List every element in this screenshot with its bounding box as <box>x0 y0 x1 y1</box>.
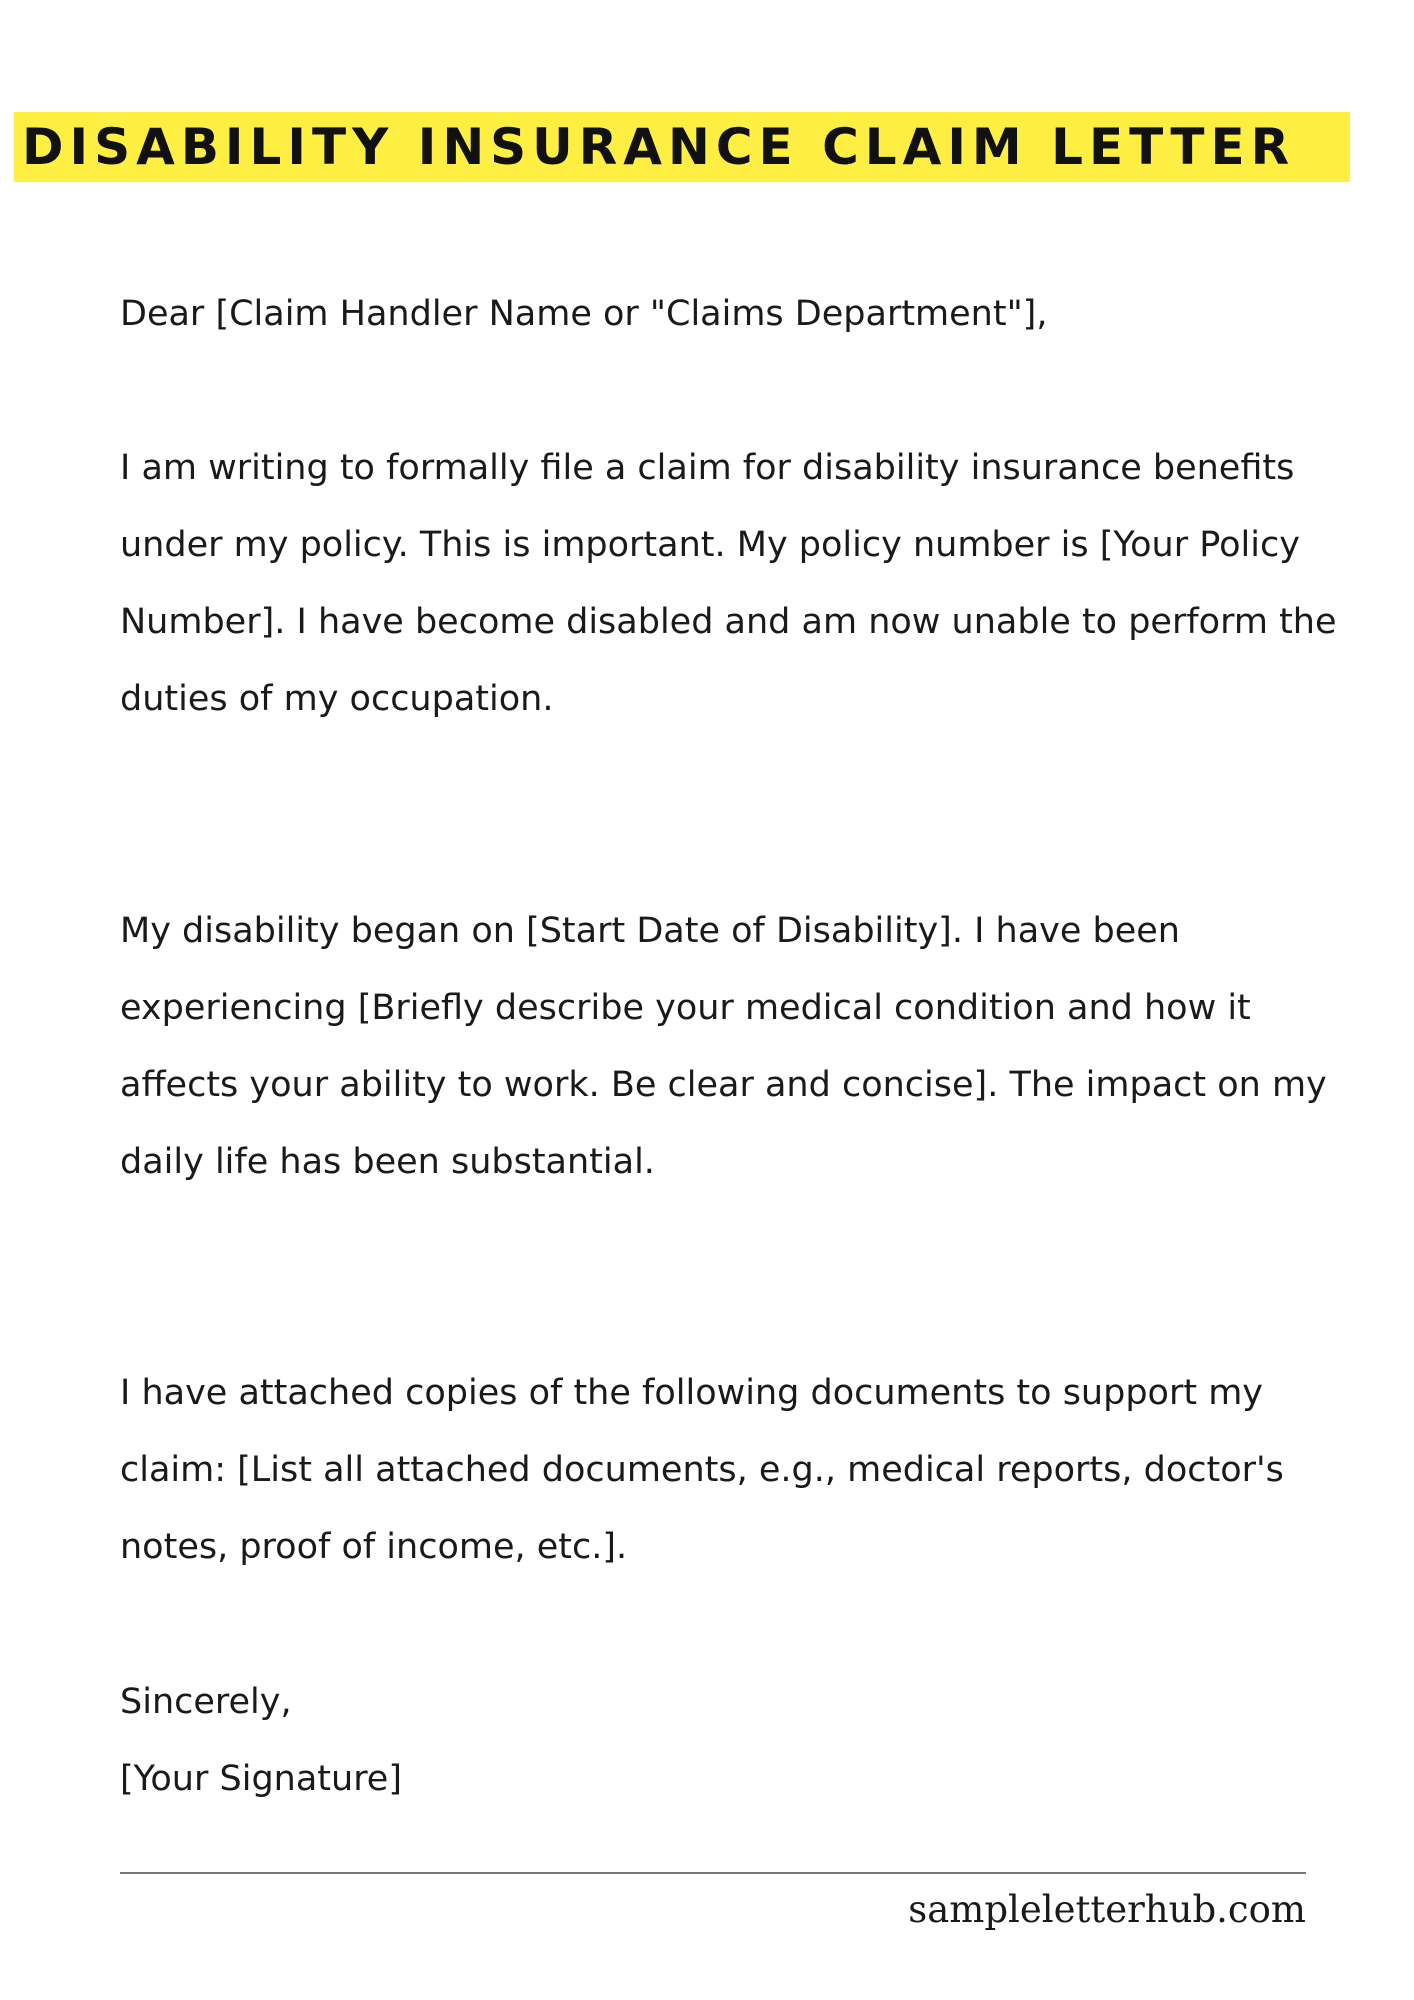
salutation: Dear [Claim Handler Name or "Claims Department"], <box>120 294 1048 334</box>
closing: Sincerely, <box>120 1682 292 1722</box>
paragraph-attached-documents: I have attached copies of the following documents to support my claim: [List all attached documents, e.g., medical reports, doctor's notes, proof of income, etc.]. <box>120 1373 1284 1567</box>
paragraph-disability-details: My disability began on [Start Date of Disability]. I have been experiencing [Briefly describe your medical condition and how it affects your ability to work. Be clear and concise]. The impact on my daily life has been substantial. <box>120 911 1327 1182</box>
footer-website: sampleletterhub.com <box>908 1888 1306 1931</box>
letter-title: DISABILITY INSURANCE CLAIM LETTER <box>22 118 1296 176</box>
footer-divider <box>120 1872 1306 1874</box>
paragraph-policy-claim: I am writing to formally file a claim for disability insurance benefits under my policy. This is important. My policy number is [Your Policy Number]. I have become disabled and am now unable to perform the duties of my occupation. <box>120 448 1337 719</box>
signature: [Your Signature] <box>120 1759 402 1799</box>
